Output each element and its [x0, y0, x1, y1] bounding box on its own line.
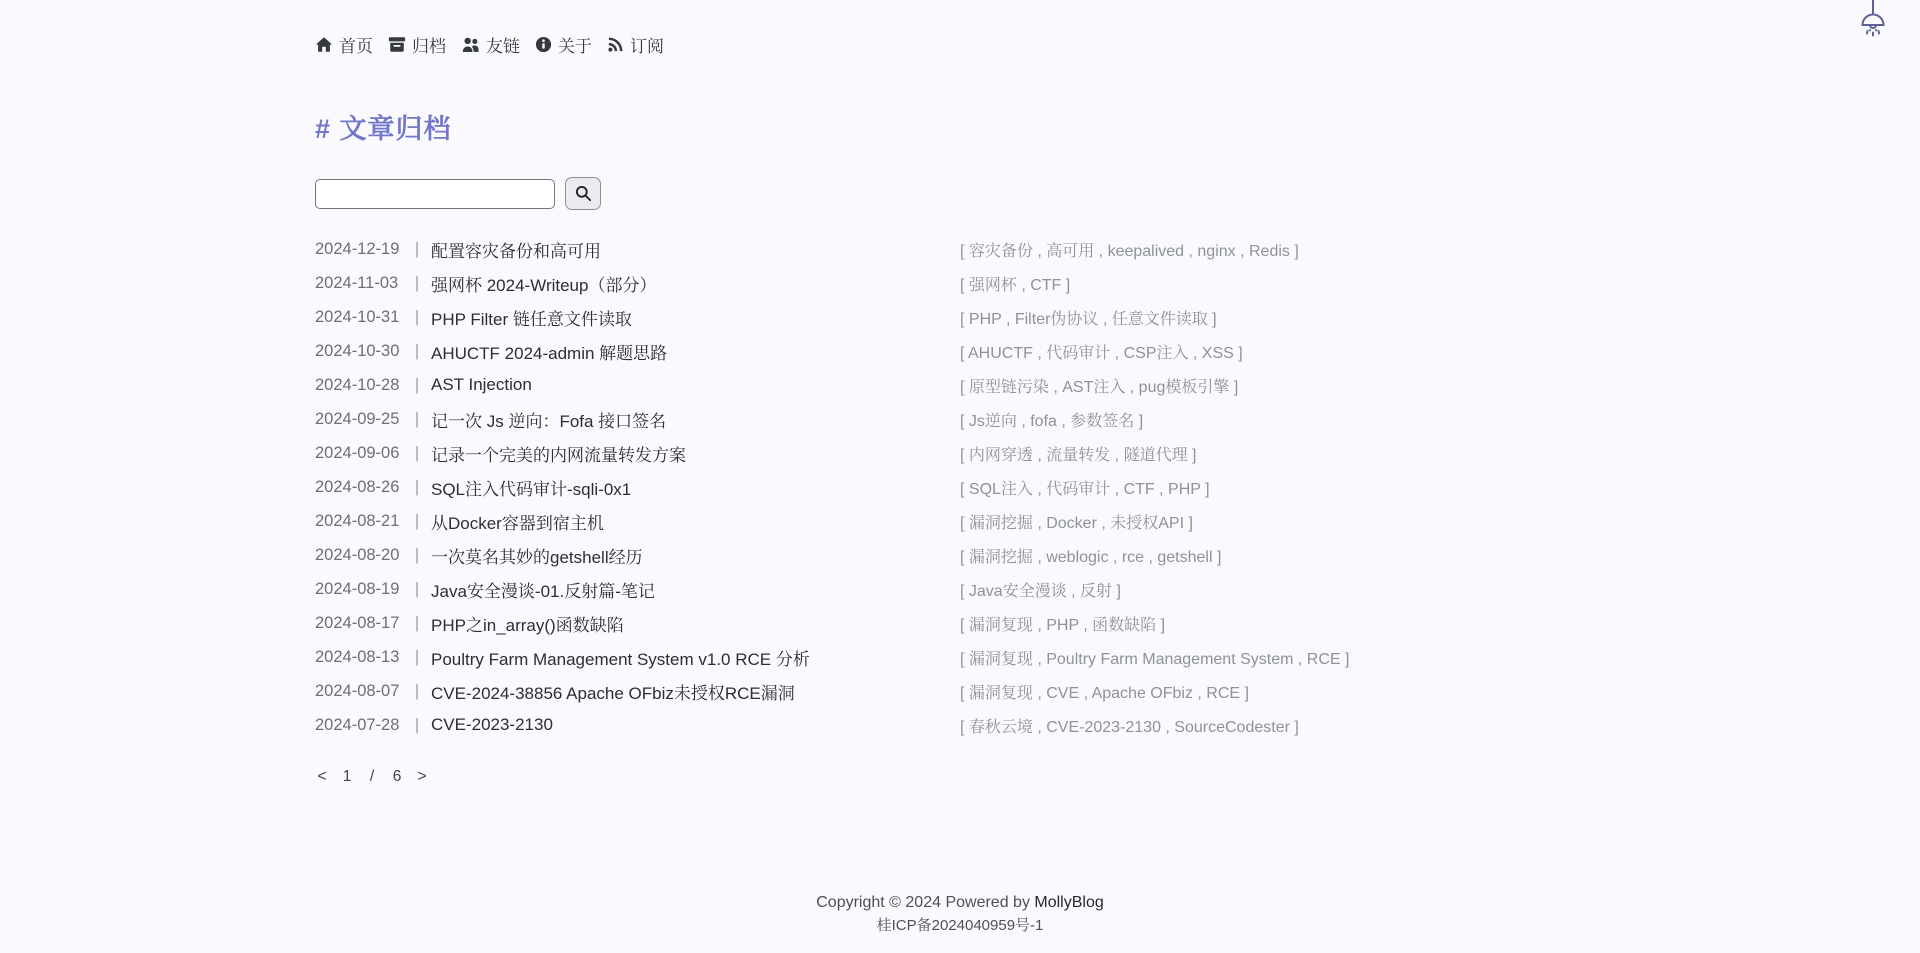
- article-date: 2024-08-26: [315, 477, 400, 496]
- article-title-link[interactable]: AST Injection: [431, 375, 532, 394]
- article-tags: [ 容灾备份 , 高可用 , keepalived , nginx , Redis ]: [960, 242, 1299, 260]
- article-title-link[interactable]: SQL注入代码审计-sqli-0x1: [431, 479, 632, 499]
- article-date: 2024-08-13: [315, 647, 400, 666]
- article-title-link[interactable]: 一次莫名其妙的getshell经历: [431, 547, 643, 567]
- article-row: [315, 334, 1605, 368]
- article-separator: |: [414, 375, 420, 394]
- pagination: [317, 768, 1605, 786]
- article-date: 2024-09-06: [315, 443, 400, 462]
- article-separator: |: [414, 273, 420, 292]
- article-date: 2024-08-17: [315, 613, 400, 632]
- article-separator: |: [414, 239, 420, 258]
- article-tags: [ 漏洞挖掘 , weblogic , rce , getshell ]: [960, 548, 1222, 566]
- article-tags: [ AHUCTF , 代码审计 , CSP注入 , XSS ]: [960, 344, 1243, 362]
- nav-item-label: 首页: [339, 37, 373, 56]
- nav-item-about[interactable]: [535, 32, 592, 57]
- article-row: [315, 232, 1605, 266]
- search-input[interactable]: [315, 179, 555, 209]
- article-separator: |: [414, 647, 420, 666]
- article-tags: [ 强网杯 , CTF ]: [960, 276, 1071, 294]
- article-tags: [ Js逆向 , fofa , 参数签名 ]: [960, 412, 1144, 430]
- top-nav: [315, 32, 1605, 57]
- nav-item-label: 友链: [486, 37, 520, 56]
- article-separator: |: [414, 681, 420, 700]
- archive-list: [315, 232, 1605, 742]
- article-separator: |: [414, 511, 420, 530]
- article-date: 2024-10-28: [315, 375, 400, 394]
- search-icon: [575, 185, 592, 202]
- search-button[interactable]: [565, 177, 601, 210]
- footer-copyright-text: Copyright © 2024 Powered by: [816, 894, 1035, 911]
- article-tags: [ SQL注入 , 代码审计 , CTF , PHP ]: [960, 480, 1210, 498]
- article-separator: |: [414, 477, 420, 496]
- page-title: # 文章归档: [315, 114, 452, 144]
- nav-item-archive[interactable]: [388, 32, 446, 57]
- archive-icon: [388, 36, 406, 53]
- article-date: 2024-09-25: [315, 409, 400, 428]
- article-title-link[interactable]: Java安全漫谈-01.反射篇-笔记: [431, 581, 655, 601]
- article-title-link[interactable]: 从Docker容器到宿主机: [431, 513, 604, 533]
- article-tags: [ 漏洞复现 , CVE , Apache OFbiz , RCE ]: [960, 684, 1249, 702]
- footer-icp-link[interactable]: 桂ICP备2024040959号-1: [876, 917, 1044, 934]
- article-separator: |: [414, 409, 420, 428]
- pendant-lamp-icon: [1859, 0, 1887, 42]
- article-row: [315, 674, 1605, 708]
- article-row: [315, 436, 1605, 470]
- article-date: 2024-08-19: [315, 579, 400, 598]
- article-row: [315, 504, 1605, 538]
- article-title-link[interactable]: 记录一个完美的内网流量转发方案: [431, 445, 686, 465]
- article-title-link[interactable]: CVE-2024-38856 Apache OFbiz未授权RCE漏洞: [431, 683, 795, 703]
- pagination-current-page[interactable]: 1: [342, 768, 352, 785]
- pagination-prev[interactable]: <: [317, 768, 327, 785]
- article-tags: [ 漏洞复现 , Poultry Farm Management System , RCE ]: [960, 650, 1350, 668]
- article-title-link[interactable]: 配置容灾备份和高可用: [431, 241, 601, 261]
- article-date: 2024-10-31: [315, 307, 400, 326]
- article-title-link[interactable]: 记一次 Js 逆向：Fofa 接口签名: [431, 411, 667, 431]
- article-title-link[interactable]: Poultry Farm Management System v1.0 RCE 分析: [431, 649, 810, 669]
- article-title-link[interactable]: 强网杯 2024-Writeup（部分）: [431, 275, 657, 295]
- users-icon: [461, 36, 480, 53]
- article-row: [315, 368, 1605, 402]
- article-tags: [ Java安全漫谈 , 反射 ]: [960, 582, 1121, 600]
- article-separator: |: [414, 579, 420, 598]
- article-tags: [ PHP , Filter伪协议 , 任意文件读取 ]: [960, 310, 1217, 328]
- article-date: 2024-12-19: [315, 239, 400, 258]
- article-row: [315, 538, 1605, 572]
- article-date: 2024-07-28: [315, 715, 400, 734]
- article-title-link[interactable]: PHP之in_array()函数缺陷: [431, 615, 624, 635]
- home-icon: [315, 36, 333, 53]
- article-date: 2024-11-03: [315, 273, 399, 292]
- article-row: [315, 572, 1605, 606]
- article-row: [315, 640, 1605, 674]
- article-separator: |: [414, 613, 420, 632]
- article-separator: |: [414, 307, 420, 326]
- article-tags: [ 原型链污染 , AST注入 , pug模板引擎 ]: [960, 378, 1239, 396]
- article-row: [315, 470, 1605, 504]
- article-title-link[interactable]: PHP Filter 链任意文件读取: [431, 309, 632, 329]
- article-tags: [ 内网穿透 , 流量转发 , 隧道代理 ]: [960, 446, 1197, 464]
- nav-item-home[interactable]: [315, 32, 373, 57]
- article-row: [315, 402, 1605, 436]
- pagination-total-pages: 6: [392, 768, 402, 785]
- article-tags: [ 漏洞挖掘 , Docker , 未授权API ]: [960, 514, 1193, 532]
- pagination-next[interactable]: >: [417, 768, 427, 785]
- article-title-link[interactable]: CVE-2023-2130: [431, 715, 553, 734]
- nav-item-label: 订阅: [630, 37, 664, 56]
- article-date: 2024-08-21: [315, 511, 400, 530]
- article-separator: |: [414, 443, 420, 462]
- article-row: [315, 606, 1605, 640]
- nav-item-friends[interactable]: [461, 32, 520, 57]
- article-separator: |: [414, 715, 420, 734]
- article-title-link[interactable]: AHUCTF 2024-admin 解题思路: [431, 343, 668, 363]
- info-icon: [535, 36, 552, 53]
- search-bar: [315, 177, 1605, 210]
- article-row: [315, 300, 1605, 334]
- article-separator: |: [414, 341, 420, 360]
- footer-icp-line: [0, 915, 1920, 937]
- article-separator: |: [414, 545, 420, 564]
- nav-item-rss[interactable]: [607, 32, 664, 57]
- article-row: [315, 708, 1605, 742]
- rss-icon: [607, 36, 624, 53]
- footer-brand-link[interactable]: MollyBlog: [1034, 894, 1104, 911]
- article-date: 2024-08-20: [315, 545, 400, 564]
- pagination-separator: /: [369, 768, 375, 785]
- nav-item-label: 归档: [412, 37, 446, 56]
- article-date: 2024-08-07: [315, 681, 400, 700]
- theme-toggle[interactable]: [1859, 0, 1887, 42]
- article-tags: [ 漏洞复现 , PHP , 函数缺陷 ]: [960, 616, 1166, 634]
- footer-copyright: [0, 891, 1920, 915]
- footer: [0, 891, 1920, 953]
- article-date: 2024-10-30: [315, 341, 400, 360]
- article-tags: [ 春秋云境 , CVE-2023-2130 , SourceCodester ]: [960, 718, 1299, 736]
- nav-item-label: 关于: [558, 37, 592, 56]
- article-row: [315, 266, 1605, 300]
